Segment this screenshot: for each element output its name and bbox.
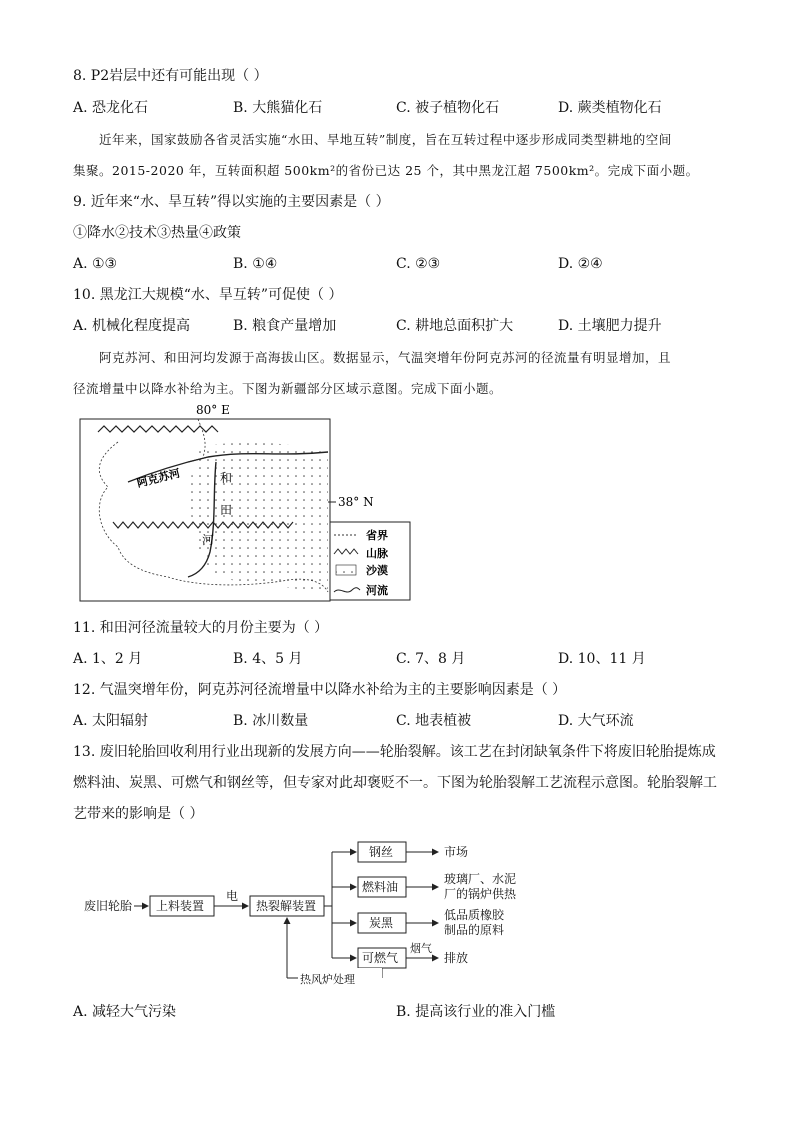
flow-dest-steel: 市场 [444, 845, 469, 859]
hetian-label-3: 河 [202, 533, 215, 547]
q9-option-b[interactable]: B. ①④ [233, 256, 278, 272]
passage1-line1: 近年来，国家鼓励各省灵活实施“水田、旱地互转”制度，旨在互转过程中逐步形成同类型耕地的空间 [99, 132, 672, 147]
q12-option-d[interactable]: D. 大气环流 [558, 713, 634, 729]
q13-options [73, 1002, 733, 1022]
q11-option-d[interactable]: D. 10、11 月 [558, 651, 646, 667]
flow-feeder: 上料装置 [156, 899, 205, 913]
flow-dest-gas: 排放 [444, 951, 469, 965]
legend-desert: 沙漠 [366, 564, 388, 577]
map-lon-label: 80° E [196, 403, 230, 417]
q10-stem: 10. 黑龙江大规模“水、旱互转”可促使（ ） [73, 287, 343, 303]
q11-stem: 11. 和田河径流量较大的月份主要为（ ） [73, 620, 329, 636]
q8-option-b[interactable]: B. 大熊猫化石 [233, 100, 323, 116]
q13-line1: 13. 废旧轮胎回收利用行业出现新的发展方向——轮胎裂解。该工艺在封闭缺氧条件下将废旧轮胎提炼成 [73, 744, 716, 760]
q12-option-c[interactable]: C. 地表植被 [396, 713, 472, 729]
q12-option-b[interactable]: B. 冰川数量 [233, 713, 309, 729]
q13-line2: 燃料油、炭黑、可燃气和钢丝等，但专家对此却褒贬不一。下图为轮胎裂解工艺流程示意图。轮胎裂解工 [73, 775, 717, 791]
flow-dest-oil-2: 厂的锅炉供热 [444, 887, 517, 901]
aksu-river-label: 阿克苏河 [135, 466, 182, 490]
flow-furnace: 热风炉处理 [300, 973, 355, 986]
q8-option-d[interactable]: D. 蕨类植物化石 [558, 100, 662, 116]
q12-options [73, 711, 733, 731]
q9-option-a[interactable]: A. ①③ [73, 256, 118, 272]
flow-input: 废旧轮胎 [84, 899, 133, 913]
passage1-line2: 集聚。2015-2020 年，互转面积超 500km²的省份已达 25 个，其中黑龙江超 7500km²。完成下面小题。 [73, 163, 699, 178]
flow-output-oil: 燃料油 [362, 880, 399, 894]
hetian-label-1: 和 [220, 471, 233, 485]
flow-output-steel: 钢丝 [369, 845, 394, 859]
q11-option-b[interactable]: B. 4、5 月 [233, 651, 303, 667]
q9-sub: ①降水②技术③热量④政策 [73, 225, 241, 241]
q8-option-c[interactable]: C. 被子植物化石 [396, 100, 500, 116]
q10-option-a[interactable]: A. 机械化程度提高 [73, 318, 191, 334]
q8-option-a[interactable]: A. 恐龙化石 [73, 100, 149, 116]
legend-river: 河流 [366, 584, 388, 597]
legend-mountain: 山脉 [366, 547, 388, 560]
flow-smoke: 烟气 [410, 942, 432, 955]
passage2-line2: 径流增量中以降水补给为主。下图为新疆部分区域示意图。完成下面小题。 [73, 381, 503, 396]
q10-option-b[interactable]: B. 粮食产量增加 [233, 318, 337, 334]
hetian-label-2: 田 [220, 503, 233, 517]
q12-option-a[interactable]: A. 太阳辐射 [73, 713, 149, 729]
desert-area [190, 443, 328, 592]
xinjiang-map [78, 402, 413, 602]
q9-options [73, 254, 733, 274]
q11-options [73, 649, 733, 669]
north-mountains [98, 426, 218, 432]
flow-power: 电 [226, 889, 239, 903]
q9-option-d[interactable]: D. ②④ [558, 256, 603, 272]
q13-line3: 艺带来的影响是（ ） [73, 806, 204, 822]
q10-option-d[interactable]: D. 土壤肥力提升 [558, 318, 662, 334]
passage2-line1: 阿克苏河、和田河均发源于高海拔山区。数据显示，气温突增年份阿克苏河的径流量有明显增加，且 [99, 350, 672, 365]
q10-options [73, 316, 733, 336]
flow-pyrolysis: 热裂解装置 [256, 899, 317, 913]
pyrolysis-flowchart [76, 838, 536, 988]
flow-dest-carbon-1: 低品质橡胶 [444, 908, 505, 922]
q10-option-c[interactable]: C. 耕地总面积扩大 [396, 318, 514, 334]
q11-option-a[interactable]: A. 1、2 月 [73, 651, 143, 667]
q11-option-c[interactable]: C. 7、8 月 [396, 651, 466, 667]
legend-boundary: 省界 [366, 529, 388, 542]
q9-stem: 9. 近年来“水、旱互转”得以实施的主要因素是（ ） [73, 194, 390, 210]
map-legend [330, 522, 410, 600]
flow-output-gas: 可燃气 [362, 951, 399, 965]
q12-stem: 12. 气温突增年份，阿克苏河径流增量中以降水补给为主的主要影响因素是（ ） [73, 682, 567, 698]
flow-dest-oil-1: 玻璃厂、水泥 [444, 872, 517, 886]
q8-options [73, 98, 733, 118]
map-lat-label: 38° N [338, 495, 374, 509]
q8-stem: 8. P2岩层中还有可能出现（ ） [73, 68, 268, 84]
flow-output-carbon: 炭黑 [369, 916, 394, 930]
q13-option-a[interactable]: A. 减轻大气污染 [73, 1004, 177, 1020]
q13-option-b[interactable]: B. 提高该行业的准入门槛 [396, 1004, 556, 1020]
q9-option-c[interactable]: C. ②③ [396, 256, 441, 272]
flow-dest-carbon-2: 制品的原料 [444, 923, 505, 937]
